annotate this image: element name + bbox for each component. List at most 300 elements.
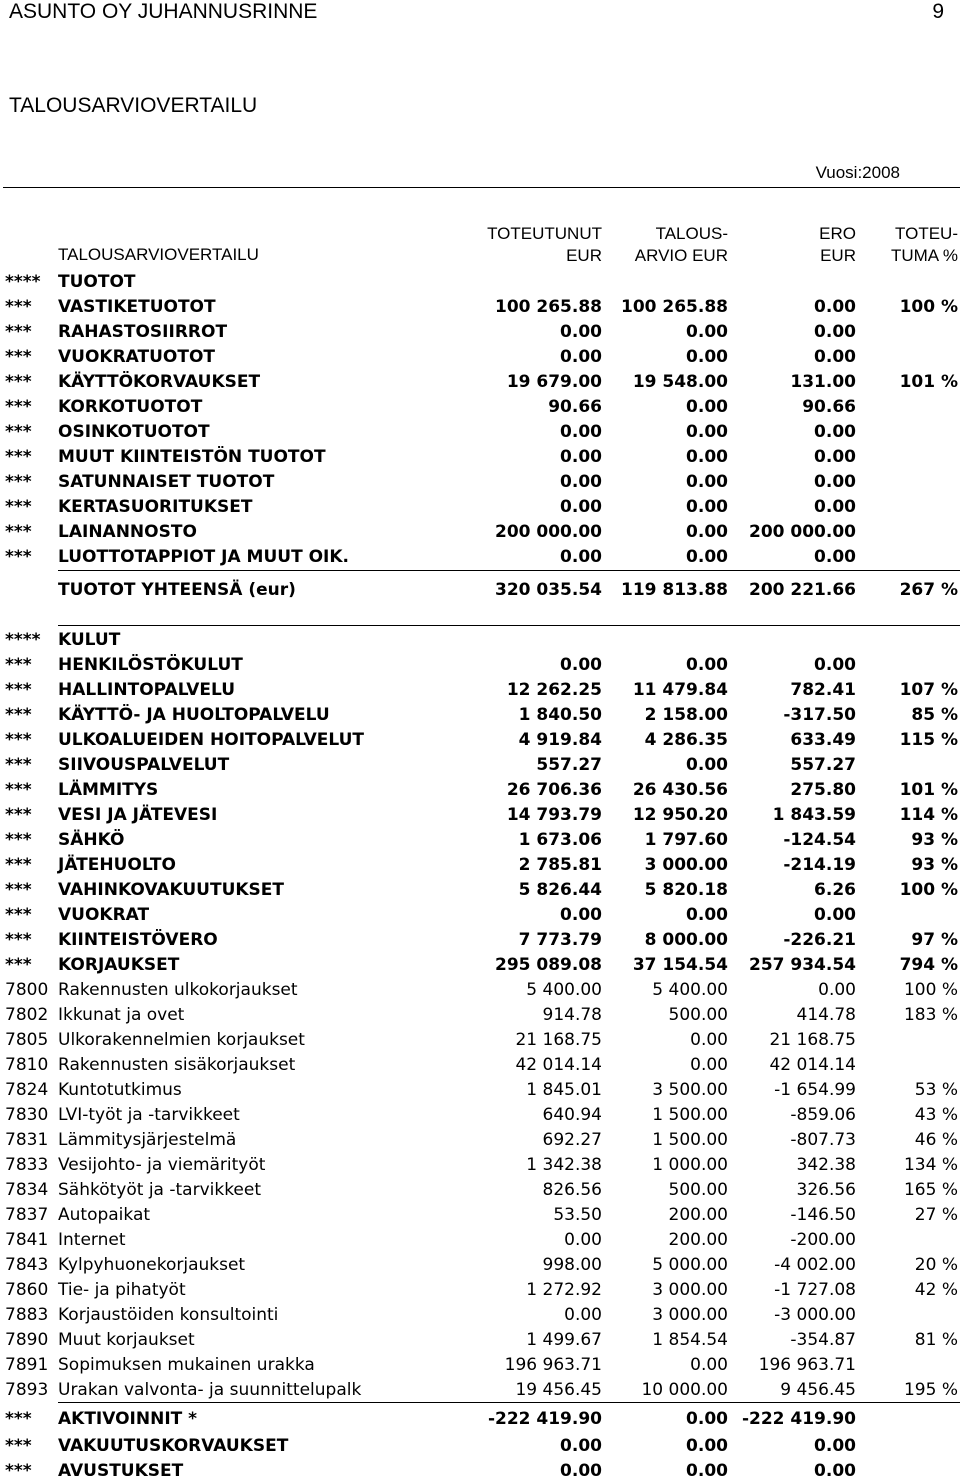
value-toteutunut: 21 168.75 xyxy=(515,1030,602,1050)
value-ero: 196 963.71 xyxy=(758,1355,856,1375)
value-ero: 0.00 xyxy=(814,1436,856,1456)
value-ero: 257 934.54 xyxy=(748,955,856,975)
table-row xyxy=(0,1178,960,1203)
value-toteutunut: 1 840.50 xyxy=(518,705,602,725)
value-talousarvio: 0.00 xyxy=(690,1030,728,1050)
value-talousarvio: 1 500.00 xyxy=(652,1105,728,1125)
value-talousarvio: 200.00 xyxy=(668,1205,728,1225)
value-ero: 0.00 xyxy=(814,347,856,367)
table-row xyxy=(0,345,960,370)
value-talousarvio: 0.00 xyxy=(686,322,728,342)
row-label: Urakan valvonta- ja suunnittelupalk xyxy=(58,1380,362,1400)
value-toteutunut: 12 262.25 xyxy=(506,680,602,700)
value-toteutuma: 43 % xyxy=(914,1105,958,1125)
table-row xyxy=(0,1228,960,1253)
table-row xyxy=(0,778,960,803)
row-label: Kylpyhuonekorjaukset xyxy=(58,1255,246,1275)
row-label: SATUNNAISET TUOTOT xyxy=(58,472,275,492)
table-row xyxy=(0,878,960,903)
table-row xyxy=(0,1128,960,1153)
table-row xyxy=(0,520,960,545)
row-label: VUOKRATUOTOT xyxy=(58,347,216,367)
value-talousarvio: 19 548.00 xyxy=(632,372,728,392)
value-toteutuma: 81 % xyxy=(914,1330,958,1350)
row-label: KORKOTUOTOT xyxy=(58,397,203,417)
row-label: OSINKOTUOTOT xyxy=(58,422,210,442)
row-marker: *** xyxy=(5,905,32,925)
row-label: Korjaustöiden konsultointi xyxy=(58,1305,279,1325)
row-marker: 7883 xyxy=(5,1305,49,1325)
value-toteutunut: 0.00 xyxy=(560,472,602,492)
value-talousarvio: 0.00 xyxy=(690,1055,728,1075)
value-toteutunut: 7 773.79 xyxy=(518,930,602,950)
row-label: KÄYTTÖKORVAUKSET xyxy=(58,372,261,392)
row-marker: *** xyxy=(5,297,32,317)
company-name: ASUNTO OY JUHANNUSRINNE xyxy=(9,0,318,23)
value-talousarvio: 0.00 xyxy=(686,905,728,925)
row-label: AVUSTUKSET xyxy=(58,1461,184,1481)
column-header-toteutuma: TOTEU- TUMA % xyxy=(890,224,958,265)
value-talousarvio: 5 400.00 xyxy=(652,980,728,1000)
value-toteutunut: 53.50 xyxy=(553,1205,602,1225)
row-marker: *** xyxy=(5,855,32,875)
row-marker: 7824 xyxy=(5,1080,49,1100)
row-marker: 7810 xyxy=(5,1055,49,1075)
row-marker: *** xyxy=(5,322,32,342)
table-separator xyxy=(58,1402,960,1403)
row-marker: 7893 xyxy=(5,1380,49,1400)
value-toteutunut: 0.00 xyxy=(560,422,602,442)
value-talousarvio: 5 820.18 xyxy=(644,880,728,900)
value-talousarvio: 10 000.00 xyxy=(641,1380,728,1400)
table-row xyxy=(0,1328,960,1353)
row-label: KORJAUKSET xyxy=(58,955,180,975)
value-toteutunut: 826.56 xyxy=(542,1180,602,1200)
row-label: Rakennusten ulkokorjaukset xyxy=(58,980,298,1000)
value-ero: 90.66 xyxy=(802,397,856,417)
row-marker: 7841 xyxy=(5,1230,49,1250)
row-marker: *** xyxy=(5,472,32,492)
value-ero: -317.50 xyxy=(783,705,856,725)
table-row xyxy=(0,545,960,570)
value-talousarvio: 4 286.35 xyxy=(644,730,728,750)
table-row xyxy=(0,1407,960,1432)
row-marker: 7831 xyxy=(5,1130,49,1150)
row-marker: *** xyxy=(5,397,32,417)
value-toteutuma: 53 % xyxy=(914,1080,958,1100)
row-label: KERTASUORITUKSET xyxy=(58,497,253,517)
row-marker: *** xyxy=(5,547,32,567)
row-label: AKTIVOINNIT * xyxy=(58,1409,198,1429)
value-toteutunut: 320 035.54 xyxy=(494,580,602,600)
table-row xyxy=(0,1203,960,1228)
table-row xyxy=(0,395,960,420)
table-row xyxy=(0,1378,960,1403)
value-talousarvio: 0.00 xyxy=(686,755,728,775)
table-row xyxy=(0,445,960,470)
value-ero: -200.00 xyxy=(790,1230,856,1250)
value-ero: -214.19 xyxy=(783,855,856,875)
value-toteutuma: 100 % xyxy=(899,297,958,317)
table-row xyxy=(0,903,960,928)
table-row xyxy=(0,953,960,978)
value-talousarvio: 500.00 xyxy=(668,1180,728,1200)
value-talousarvio: 0.00 xyxy=(686,547,728,567)
row-label: SÄHKÖ xyxy=(58,830,125,850)
value-toteutunut: 5 400.00 xyxy=(526,980,602,1000)
value-ero: 0.00 xyxy=(814,447,856,467)
value-toteutuma: 267 % xyxy=(899,580,958,600)
row-label: Internet xyxy=(58,1230,126,1250)
value-toteutunut: 0.00 xyxy=(560,1461,602,1481)
value-toteutuma: 115 % xyxy=(899,730,958,750)
table-row xyxy=(0,703,960,728)
value-ero: 42 014.14 xyxy=(769,1055,856,1075)
value-ero: 200 000.00 xyxy=(748,522,856,542)
table-row xyxy=(0,420,960,445)
value-ero: 131.00 xyxy=(790,372,856,392)
value-toteutuma: 794 % xyxy=(899,955,958,975)
value-toteutunut: 1 845.01 xyxy=(526,1080,602,1100)
row-label: Kuntotutkimus xyxy=(58,1080,182,1100)
value-toteutunut: 640.94 xyxy=(542,1105,602,1125)
table-row xyxy=(0,803,960,828)
table-row xyxy=(0,1253,960,1278)
table-separator xyxy=(58,570,960,571)
value-talousarvio: 0.00 xyxy=(686,472,728,492)
value-talousarvio: 500.00 xyxy=(668,1005,728,1025)
value-toteutunut: 0.00 xyxy=(560,547,602,567)
row-marker: 7805 xyxy=(5,1030,49,1050)
row-label: HENKILÖSTÖKULUT xyxy=(58,655,243,675)
value-toteutuma: 100 % xyxy=(903,980,958,1000)
value-ero: -226.21 xyxy=(783,930,856,950)
value-ero: -1 654.99 xyxy=(774,1080,856,1100)
value-ero: -807.73 xyxy=(790,1130,856,1150)
table-row xyxy=(0,370,960,395)
row-label: VUOKRAT xyxy=(58,905,150,925)
value-toteutuma: 107 % xyxy=(899,680,958,700)
row-label: Muut korjaukset xyxy=(58,1330,195,1350)
value-toteutunut: 0.00 xyxy=(560,347,602,367)
row-label: ULKOALUEIDEN HOITOPALVELUT xyxy=(58,730,365,750)
row-marker: *** xyxy=(5,422,32,442)
row-marker: *** xyxy=(5,755,32,775)
value-ero: 0.00 xyxy=(814,322,856,342)
row-label: LVI-työt ja -tarvikkeet xyxy=(58,1105,240,1125)
value-toteutunut: 0.00 xyxy=(560,1436,602,1456)
table-row xyxy=(0,1003,960,1028)
value-toteutunut: 14 793.79 xyxy=(506,805,602,825)
value-talousarvio: 2 158.00 xyxy=(644,705,728,725)
value-talousarvio: 8 000.00 xyxy=(644,930,728,950)
row-label: Tie- ja pihatyöt xyxy=(58,1280,186,1300)
value-toteutunut: 557.27 xyxy=(536,755,602,775)
value-ero: 633.49 xyxy=(790,730,856,750)
value-talousarvio: 0.00 xyxy=(686,522,728,542)
row-marker: 7830 xyxy=(5,1105,49,1125)
value-ero: 0.00 xyxy=(818,980,856,1000)
value-toteutunut: 42 014.14 xyxy=(515,1055,602,1075)
value-talousarvio: 12 950.20 xyxy=(632,805,728,825)
value-toteutuma: 195 % xyxy=(903,1380,958,1400)
value-toteutuma: 46 % xyxy=(914,1130,958,1150)
value-ero: -4 002.00 xyxy=(774,1255,856,1275)
row-label: VAKUUTUSKORVAUKSET xyxy=(58,1436,289,1456)
table-row xyxy=(0,270,960,295)
value-toteutuma: 93 % xyxy=(911,830,958,850)
value-talousarvio: 26 430.56 xyxy=(632,780,728,800)
row-label: KÄYTTÖ- JA HUOLTOPALVELU xyxy=(58,705,330,725)
row-marker: 7890 xyxy=(5,1330,49,1350)
header-rule xyxy=(3,187,960,188)
row-label: TUOTOT xyxy=(58,272,136,292)
value-talousarvio: 0.00 xyxy=(686,347,728,367)
value-toteutuma: 183 % xyxy=(903,1005,958,1025)
value-toteutunut: 0.00 xyxy=(564,1305,602,1325)
value-toteutunut: 0.00 xyxy=(560,497,602,517)
table-row xyxy=(0,1028,960,1053)
value-toteutunut: 1 673.06 xyxy=(518,830,602,850)
value-talousarvio: 1 000.00 xyxy=(652,1155,728,1175)
table-row xyxy=(0,320,960,345)
row-marker: **** xyxy=(5,272,41,292)
value-talousarvio: 119 813.88 xyxy=(620,580,728,600)
value-ero: 21 168.75 xyxy=(769,1030,856,1050)
value-ero: 275.80 xyxy=(790,780,856,800)
row-marker: *** xyxy=(5,805,32,825)
value-ero: 200 221.66 xyxy=(748,580,856,600)
value-toteutuma: 114 % xyxy=(899,805,958,825)
value-toteutuma: 20 % xyxy=(914,1255,958,1275)
row-label: Sähkötyöt ja -tarvikkeet xyxy=(58,1180,262,1200)
value-ero: 9 456.45 xyxy=(780,1380,856,1400)
table-row xyxy=(0,1303,960,1328)
document-title: TALOUSARVIOVERTAILU xyxy=(9,94,258,117)
table-row xyxy=(0,853,960,878)
value-talousarvio: 1 500.00 xyxy=(652,1130,728,1150)
value-ero: 0.00 xyxy=(814,655,856,675)
table-row xyxy=(0,928,960,953)
value-toteutunut: 692.27 xyxy=(542,1130,602,1150)
row-marker: *** xyxy=(5,780,32,800)
value-talousarvio: 0.00 xyxy=(686,1436,728,1456)
value-toteutuma: 100 % xyxy=(899,880,958,900)
value-toteutunut: 26 706.36 xyxy=(506,780,602,800)
value-toteutuma: 101 % xyxy=(899,372,958,392)
column-header-talousarvio: TALOUS- ARVIO EUR xyxy=(634,224,728,265)
row-label: VESI JA JÄTEVESI xyxy=(58,805,218,825)
row-marker: *** xyxy=(5,1409,32,1429)
table-row xyxy=(0,728,960,753)
page-number: 9 xyxy=(932,0,944,23)
value-ero: 0.00 xyxy=(814,472,856,492)
value-toteutunut: 0.00 xyxy=(560,322,602,342)
value-ero: -124.54 xyxy=(783,830,856,850)
value-toteutunut: 19 679.00 xyxy=(506,372,602,392)
row-label: LÄMMITYS xyxy=(58,780,159,800)
row-label: Vesijohto- ja viemärityöt xyxy=(58,1155,266,1175)
row-marker: *** xyxy=(5,880,32,900)
value-talousarvio: 1 797.60 xyxy=(644,830,728,850)
row-marker: *** xyxy=(5,447,32,467)
table-row xyxy=(0,1153,960,1178)
value-toteutunut: 1 342.38 xyxy=(526,1155,602,1175)
value-ero: 0.00 xyxy=(814,422,856,442)
row-label: HALLINTOPALVELU xyxy=(58,680,235,700)
table-row xyxy=(0,753,960,778)
value-ero: -146.50 xyxy=(790,1205,856,1225)
table-row xyxy=(0,1078,960,1103)
table-row xyxy=(0,1353,960,1378)
value-toteutunut: 1 272.92 xyxy=(526,1280,602,1300)
value-ero: 1 843.59 xyxy=(772,805,856,825)
table-row xyxy=(0,578,960,603)
value-talousarvio: 3 000.00 xyxy=(644,855,728,875)
table-row xyxy=(0,1459,960,1484)
value-ero: 6.26 xyxy=(814,880,856,900)
value-toteutunut: 200 000.00 xyxy=(494,522,602,542)
table-row xyxy=(0,978,960,1003)
row-marker: **** xyxy=(5,630,41,650)
row-marker: *** xyxy=(5,680,32,700)
row-label: VASTIKETUOTOT xyxy=(58,297,216,317)
row-marker: *** xyxy=(5,655,32,675)
row-label: MUUT KIINTEISTÖN TUOTOT xyxy=(58,447,326,467)
value-toteutunut: 0.00 xyxy=(560,655,602,675)
row-marker: *** xyxy=(5,522,32,542)
row-marker: *** xyxy=(5,705,32,725)
value-toteutuma: 93 % xyxy=(911,855,958,875)
value-talousarvio: 3 500.00 xyxy=(652,1080,728,1100)
table-row xyxy=(0,295,960,320)
table-row xyxy=(0,628,960,653)
value-toteutunut: 998.00 xyxy=(542,1255,602,1275)
value-ero: 782.41 xyxy=(790,680,856,700)
table-row xyxy=(0,828,960,853)
value-toteutuma: 134 % xyxy=(903,1155,958,1175)
value-toteutunut: 0.00 xyxy=(560,905,602,925)
value-talousarvio: 200.00 xyxy=(668,1230,728,1250)
value-toteutunut: 0.00 xyxy=(564,1230,602,1250)
row-label: Rakennusten sisäkorjaukset xyxy=(58,1055,296,1075)
row-marker: *** xyxy=(5,955,32,975)
value-ero: 0.00 xyxy=(814,547,856,567)
value-ero: 0.00 xyxy=(814,1461,856,1481)
row-label: LAINANNOSTO xyxy=(58,522,197,542)
value-talousarvio: 0.00 xyxy=(686,497,728,517)
table-row xyxy=(0,1278,960,1303)
row-marker: 7843 xyxy=(5,1255,49,1275)
row-label: RAHASTOSIIRROT xyxy=(58,322,228,342)
value-ero: 0.00 xyxy=(814,905,856,925)
row-marker: 7834 xyxy=(5,1180,49,1200)
row-marker: *** xyxy=(5,347,32,367)
year-label: Vuosi:2008 xyxy=(815,163,900,182)
value-toteutunut: 914.78 xyxy=(542,1005,602,1025)
value-toteutuma: 101 % xyxy=(899,780,958,800)
value-talousarvio: 0.00 xyxy=(686,397,728,417)
value-toteutuma: 97 % xyxy=(911,930,958,950)
row-marker: *** xyxy=(5,730,32,750)
table-row xyxy=(0,1053,960,1078)
value-talousarvio: 1 854.54 xyxy=(652,1330,728,1350)
row-label: Autopaikat xyxy=(58,1205,151,1225)
row-label: TUOTOT YHTEENSÄ (eur) xyxy=(58,580,296,600)
value-talousarvio: 3 000.00 xyxy=(652,1305,728,1325)
row-marker: 7860 xyxy=(5,1280,49,1300)
table-row xyxy=(0,1103,960,1128)
value-toteutunut: -222 419.90 xyxy=(487,1409,602,1429)
value-toteutunut: 19 456.45 xyxy=(515,1380,602,1400)
row-marker: *** xyxy=(5,497,32,517)
value-toteutuma: 42 % xyxy=(914,1280,958,1300)
value-toteutuma: 85 % xyxy=(911,705,958,725)
value-talousarvio: 37 154.54 xyxy=(632,955,728,975)
table-row xyxy=(0,495,960,520)
value-ero: 326.56 xyxy=(796,1180,856,1200)
value-toteutunut: 0.00 xyxy=(560,447,602,467)
table-row xyxy=(0,470,960,495)
table-row xyxy=(0,653,960,678)
value-talousarvio: 11 479.84 xyxy=(632,680,728,700)
value-talousarvio: 5 000.00 xyxy=(652,1255,728,1275)
row-label: KULUT xyxy=(58,630,121,650)
value-ero: -354.87 xyxy=(790,1330,856,1350)
row-label: KIINTEISTÖVERO xyxy=(58,930,218,950)
value-talousarvio: 0.00 xyxy=(686,447,728,467)
table-row xyxy=(0,678,960,703)
value-toteutunut: 5 826.44 xyxy=(518,880,602,900)
value-toteutunut: 2 785.81 xyxy=(518,855,602,875)
value-talousarvio: 0.00 xyxy=(686,1409,728,1429)
value-talousarvio: 3 000.00 xyxy=(652,1280,728,1300)
row-label: Sopimuksen mukainen urakka xyxy=(58,1355,315,1375)
row-marker: *** xyxy=(5,1461,32,1481)
row-marker: 7833 xyxy=(5,1155,49,1175)
value-ero: -222 419.90 xyxy=(741,1409,856,1429)
column-header-label: TALOUSARVIOVERTAILU xyxy=(58,245,259,264)
row-marker: *** xyxy=(5,830,32,850)
value-toteutunut: 100 265.88 xyxy=(494,297,602,317)
column-header-toteutunut: TOTEUTUNUT EUR xyxy=(487,224,602,265)
value-ero: 342.38 xyxy=(796,1155,856,1175)
table-separator xyxy=(58,625,960,626)
table-row xyxy=(0,1434,960,1459)
value-talousarvio: 100 265.88 xyxy=(620,297,728,317)
row-label: Ikkunat ja ovet xyxy=(58,1005,185,1025)
row-marker: *** xyxy=(5,372,32,392)
row-marker: *** xyxy=(5,1436,32,1456)
value-talousarvio: 0.00 xyxy=(686,655,728,675)
value-toteutunut: 196 963.71 xyxy=(504,1355,602,1375)
value-ero: -859.06 xyxy=(790,1105,856,1125)
value-talousarvio: 0.00 xyxy=(686,1461,728,1481)
value-ero: 557.27 xyxy=(790,755,856,775)
value-toteutunut: 90.66 xyxy=(548,397,602,417)
row-label: VAHINKOVAKUUTUKSET xyxy=(58,880,285,900)
value-ero: 0.00 xyxy=(814,497,856,517)
row-marker: 7802 xyxy=(5,1005,49,1025)
value-toteutuma: 165 % xyxy=(903,1180,958,1200)
value-ero: 414.78 xyxy=(796,1005,856,1025)
value-toteutunut: 4 919.84 xyxy=(518,730,602,750)
value-toteutuma: 27 % xyxy=(914,1205,958,1225)
row-label: Ulkorakennelmien korjaukset xyxy=(58,1030,305,1050)
row-label: SIIVOUSPALVELUT xyxy=(58,755,230,775)
value-ero: -1 727.08 xyxy=(774,1280,856,1300)
row-label: LUOTTOTAPPIOT JA MUUT OIK. xyxy=(58,547,350,567)
